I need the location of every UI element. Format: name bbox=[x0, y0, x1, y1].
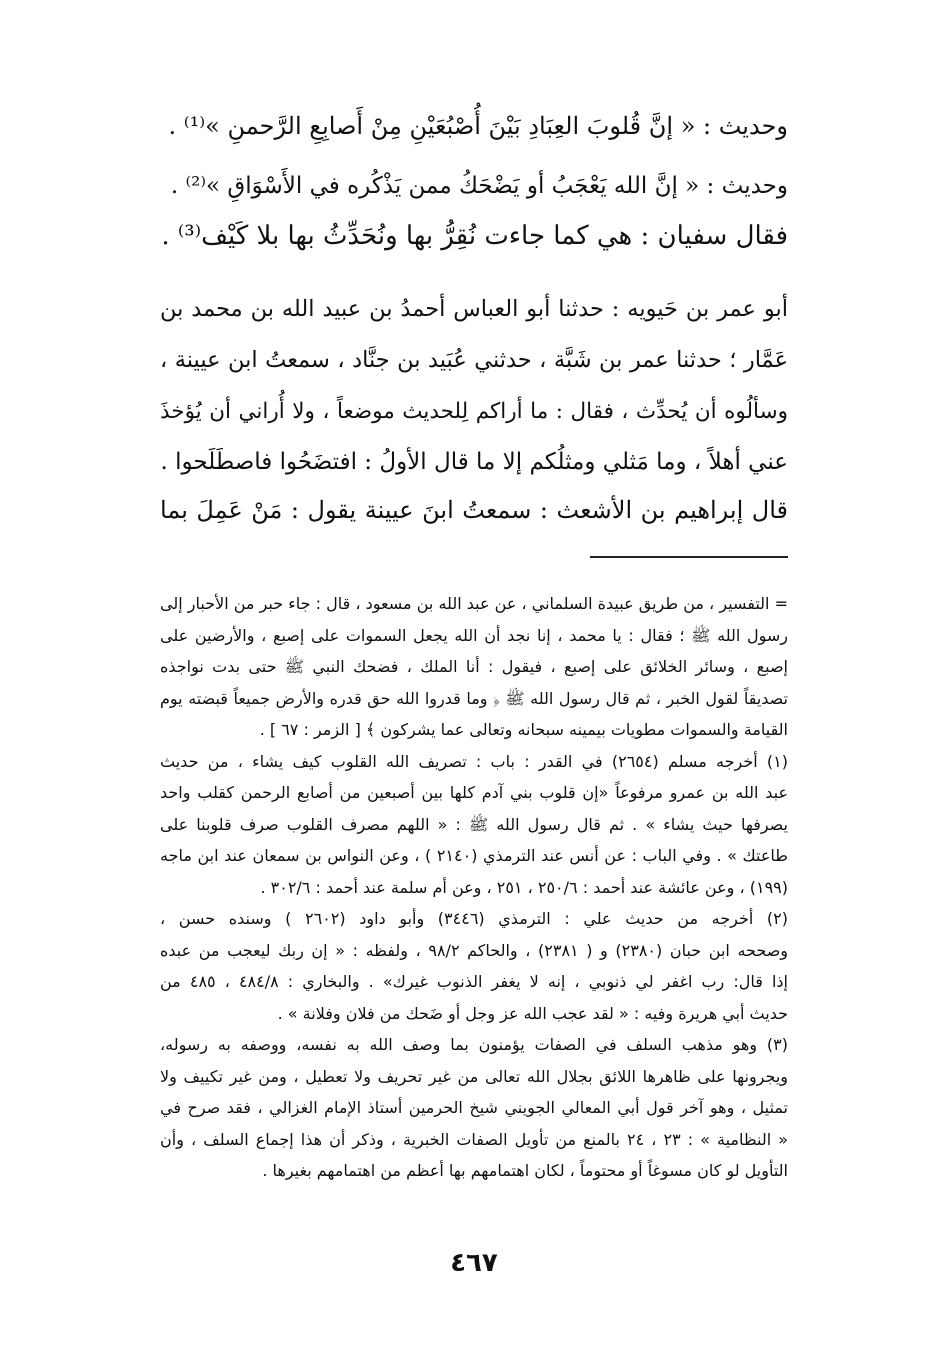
ibn-hayawayh-paragraph bbox=[160, 284, 788, 488]
footnote-line: (١) أخرجه مسلم (٢٦٥٤) في القدر : باب : تصريف الله القلوب كيف يشاء ، من حديث bbox=[160, 751, 788, 771]
footnote-line: عبد الله بن عمرو مرفوعاً «إن قلوب بني آدم كلها بين أصبعين من أصابع الرحمن كقلب واحد bbox=[160, 783, 788, 802]
footnote-line: يصرفها حيث يشاء » . ثم قال رسول الله ﷺ : « اللهم مصرف القلوب صرف قلوبنا على bbox=[160, 814, 788, 834]
footnote-line: القيامة والسموات مطويات بيمينه سبحانه وتعالى عما يشركون ﴾ [ الزمر : ٦٧ ] . bbox=[259, 720, 788, 739]
footnote-line: « النظامية » : ٢٣ ، ٢٤ بالمنع من تأويل الصفات الخبرية ، وذكر أن هذا إجماع السلف ، وأن bbox=[160, 1129, 788, 1149]
hadith-yajab-text: وحديث : « إنَّ الله يَعْجَبُ أو يَضْحَكُ ممن يَذْكُره في الأَسْوَاقِ »⁽²⁾ . bbox=[170, 173, 788, 199]
footnote-line: طاعتك » . وفي الباب : عن أنس عند الترمذي (٢١٤٠ ) ، وعن النواس بن سمعان عند ابن ماجه bbox=[160, 846, 788, 865]
paragraph-line: عَمَّار ؛ حدثنا عمر بن شَبَّة ، حدثني عُبَيد بن جنَّاد ، سمعتُ ابن عيينة ، bbox=[160, 347, 788, 373]
sufyan-statement-text: فقال سفيان : هي كما جاءت نُقِرُّ بها ونُحَدِّثُ بها بلا كَيْف⁽³⁾ . bbox=[161, 221, 788, 251]
hadith-yajab bbox=[160, 168, 788, 204]
hadith-qulub bbox=[160, 108, 788, 144]
footnote-continuation bbox=[160, 588, 788, 746]
footnote-separator bbox=[590, 556, 788, 558]
paragraph-line: عني أهلاً ، وما مَثلي ومثلُكم إلا ما قال الأولُ : افتضَحُوا فاصطَلَحوا . bbox=[160, 449, 788, 475]
footnote-2 bbox=[160, 903, 788, 1029]
page-number: ٤٦٧ bbox=[450, 1248, 498, 1278]
footnote-line: رسول الله ﷺ ؛ فقال : يا محمد ، إنا نجد أن الله يجعل السموات على إصبع ، والأرضين على bbox=[160, 625, 788, 645]
footnote-line: (٢) أخرجه من حديث علي : الترمذي (٣٤٤٦) وأبو داود (٢٦٠٢ ) وسنده حسن ، bbox=[160, 909, 788, 928]
footnote-line: حديث أبي هريرة وفيه : « لقد عجب الله عز وجل أو ضَحك من فلان وفلانة » . bbox=[277, 1003, 788, 1023]
footnote-line: إذا قال: رب اغفر لي ذنوبي ، إنه لا يغفر الذنوب غيرك» . والبخاري : ٤٨٤/٨ ، ٤٨٥ من bbox=[160, 972, 788, 991]
footnote-line: وصححه ابن حبان (٢٣٨٠) و ( ٢٣٨١) ، والحاكم ٩٨/٢ ، ولفظه : « إن ربك ليعجب من عبده bbox=[160, 940, 788, 960]
footnote-1 bbox=[160, 746, 788, 904]
hadith-qulub-text: وحديث : « إنَّ قُلوبَ العِبَادِ بَيْنَ أُصْبُعَيْنِ مِنْ أَصابِعِ الرَّحمنِ »⁽¹⁾ . bbox=[168, 112, 788, 140]
footnote-line: = التفسير ، من طريق عبيدة السلماني ، عن عبد الله بن مسعود ، قال : جاء حبر من الأحبار إلى bbox=[160, 594, 788, 613]
footnote-line: ويجرونها على ظاهرها اللائق بجلال الله تعالى من غير تحريف ولا تعطيل ، ومن غير تكييف ولا bbox=[160, 1066, 788, 1086]
paragraph-line: أبو عمر بن حَيويه : حدثنا أبو العباس أحمدُ بن عبيد الله بن محمد بن bbox=[160, 296, 788, 322]
paragraph-line: وسألُوه أن يُحدِّث ، فقال : ما أراكم لِلحديث موضعاً ، ولا أُراني أن يُؤخذَ bbox=[160, 399, 788, 424]
footnote-line: (١٩٩) ، وعن عائشة عند أحمد : ٢٥٠/٦ ، ٢٥١ ، وعن أم سلمة عند أحمد : ٣٠٢/٦ . bbox=[260, 877, 788, 897]
footnote-line: تصديقاً لقول الخبر ، ثم قال رسول الله ﷺ ﴿ وما قدروا الله حق قدره والأرض جميعاً قبضته يوم bbox=[160, 688, 788, 708]
footnotes bbox=[160, 588, 788, 1187]
footnote-line: إصبع ، وسائر الخلائق على إصبع ، فيقول : أنا الملك ، فضحك النبي ﷺ حتى بدت نواجذه bbox=[160, 657, 788, 676]
paragraph-line: قال إبراهيم بن الأشعث : سمعتُ ابنَ عيينة يقول : مَنْ عَمِلَ بما bbox=[160, 496, 788, 524]
ibrahim-paragraph bbox=[160, 492, 788, 528]
footnote-line: التأويل لو كان مسوغاً أو محتوماً ، لكان اهتمامهم بها أعظم من اهتمامهم بغيرها . bbox=[262, 1161, 788, 1180]
footnote-3 bbox=[160, 1029, 788, 1187]
footnote-line: (٣) وهو مذهب السلف في الصفات يؤمنون بما وصف الله به نفسه، ووصفه به رسوله، bbox=[160, 1035, 788, 1054]
sufyan-statement bbox=[160, 218, 788, 254]
footnote-line: تمثيل ، وهو آخر قول أبي المعالي الجويني شيخ الحرمين أستاذ الإمام الغزالي ، فقد صرح في bbox=[160, 1098, 788, 1117]
